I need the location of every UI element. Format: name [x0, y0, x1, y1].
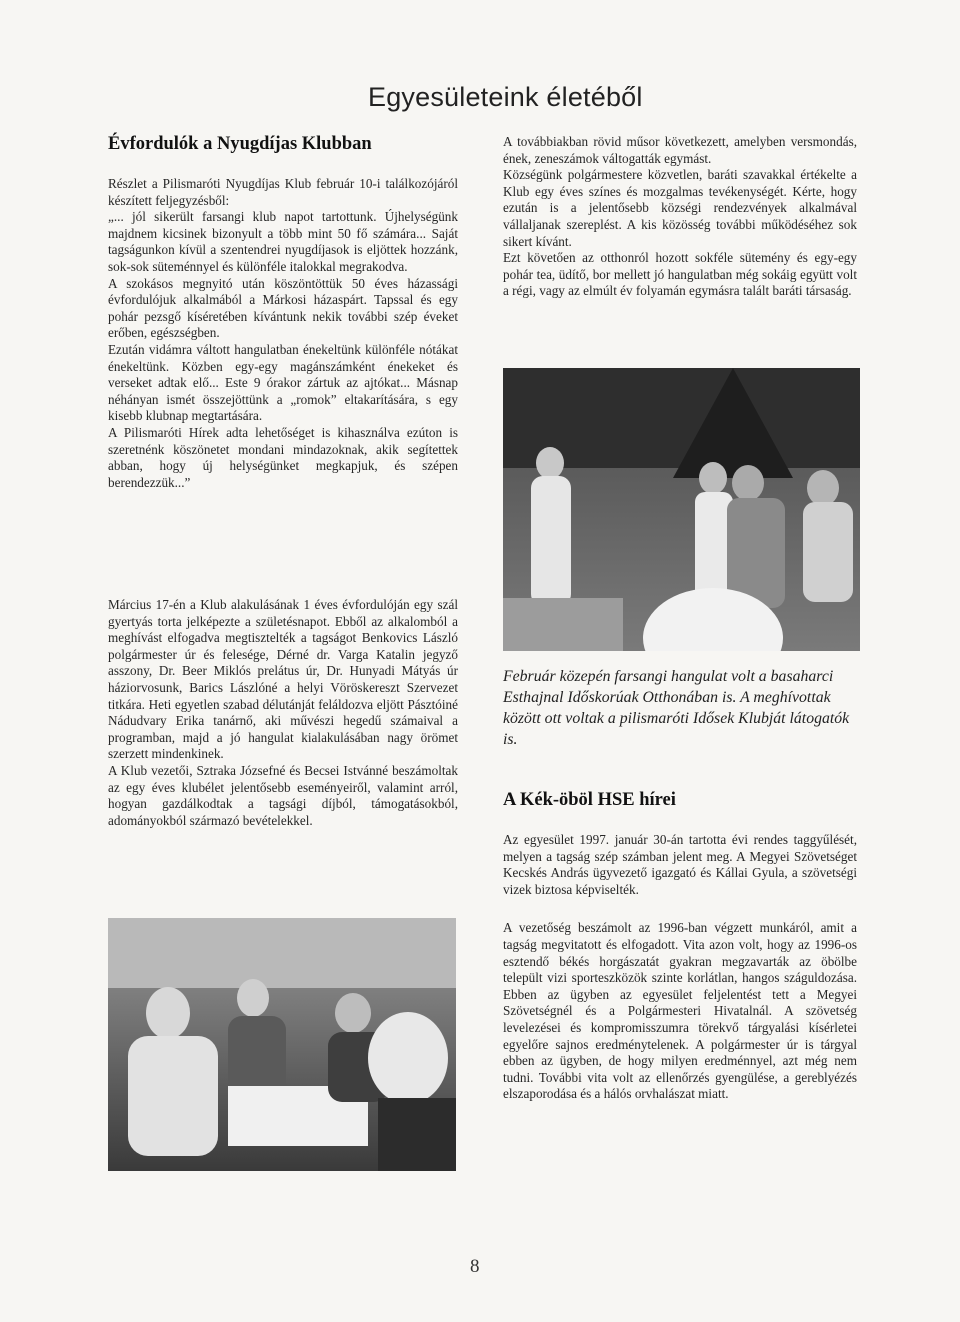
article-1-paragraph: A Klub vezetői, Sztraka Józsefné és Becsei Istvánné beszámoltak az egy éves klubélet jelentősebb eseményeiről, valamint arról, hogyan gazdálkodtak a tagsági díjból, támogatásokból, adományokból származó bevételekkel. [108, 762, 458, 828]
article-2 [503, 790, 857, 811]
article-2-paragraph: A vezetőség beszámolt az 1996-ban végzett munkáról, amit a tagság megvitatott és elfogadott. Vita azon volt, hogy az 1996-os esztendő békés horgászatát gyakran megzavarták az öbölbe települt vizi sporteszközök szinte korlátlan, hangos száguldozása. Ebben az ügyben az egyesület feljelentést tett a Megyei Szövetségnél és a Polgármesteri Hivatalnál. A szövetség levelezései és kompromisszumra törekvő tárgyalási kísérletei egyelőre sajnos eredménytelenek. A polgármester úr is tárgyal ebben az ügyben, de hogy milyen eredménnyel, azt még nem tudni. További vita volt az ellenőrzés gyengülése, a gereblyézés elszaporodása és a hálós orvhalászat miatt. [503, 920, 857, 1102]
article-1-paragraph: Március 17-én a Klub alakulásának 1 éves évfordulóján egy szál gyertyás torta jelképezte a születésnapot. Ebből az alkalomból a meghívást elfogadva megtisztelték a tagságot Benkovics László polgármester úr és felesége, Dérné dr. Varga Katalin jegyző asszony, Dr. Beer Miklós prelátus úr, Dr. Hunyadi Mátyás úr háziorvosunk, Barics Lászlóné a helyi Vöröskereszt Szervezet titkára. Heti egyetlen szabad délutánját feláldozva eljött Pásztóiné Nádudvary Erika tanárnő, aki művészi hegedű számaival a programban, majd a jó hangulat kialakulásában nagy örömet szerzett mindenkinek. [108, 597, 458, 762]
article-1-paragraph: „... jól sikerült farsangi klub napot tartottunk. Újhelységünk majdnem kicsinek bizonyult a több mint 50 fő számára... Saját tagságunkon kívül a szentendrei nyugdíjasok is eljöttek hozzánk, sok-sok süteménnyel és különféle italokkal megrakodva. [108, 209, 458, 274]
article-1-paragraph: A Pilismaróti Hírek adta lehetőséget is kihasználva ezúton is szeretnénk köszönetet mondani mindazoknak, akik segítettek abban, hogy új helységünket megkapjuk, és szépen berendezzük...” [108, 424, 458, 490]
continuation-paragraph: Ezt követően az otthonról hozott sokféle sütemény és egy-egy pohár tea, üdítő, bor mellett jó hangulatban még sokáig együtt volt a régi, vagy az elmúlt év folyamán egymásra talált baráti társaság. [503, 250, 857, 299]
article-1-paragraph: Részlet a Pilismaróti Nyugdíjas Klub február 10-i találkozójáról készített feljegyzésből: [108, 176, 458, 208]
article-1 [108, 134, 458, 155]
party-photo-right [503, 368, 860, 651]
article-1-paragraph: A szokásos megnyitó után köszöntöttük 50 éves házassági évfordulójuk alkalmából a Márkosi házaspárt. Tapssal és egy pohár pezsgő kíséretében kívántunk nekik további szép éveket erőben, egészségben. [108, 275, 458, 341]
photo-right-image [503, 368, 860, 651]
party-photo-left [108, 918, 456, 1171]
continuation-paragraph: A továbbiakban rövid műsor következett, amelyben versmondás, ének, zeneszámok váltogatták egymást. [503, 134, 857, 166]
article-1-body-continued [108, 597, 458, 829]
article-1-body [108, 176, 458, 491]
continuation-paragraph: Községünk polgármestere közvetlen, baráti szavakkal értékelte a Klub egy éves színes és mozgalmas tevékenységét. Kérte, hogy ezután is a jelentősebb községi rendezvények alkalmával vállaljanak szereplést. A kis közösség további működéséhez sok sikert kívánt. [503, 167, 857, 249]
article-1-paragraph: Ezután vidámra váltott hangulatban énekeltünk különféle nótákat énekeltünk. Közben egy-egy magánszámként énekeket és verseket adtak elő... Este 9 órakor zártuk az ajtókat... Másnap néhányan ismét összejöttünk a „romok” eltakarítására, s egy kisebb klubnap megtartására. [108, 341, 458, 424]
article-1-heading: Évfordulók a Nyugdíjas Klubban [108, 134, 372, 154]
article-1-continuation [503, 134, 857, 300]
photo-caption: Február közepén farsangi hangulat volt a basaharci Esthajnal Időskorúak Otthonában is. A meghívottak között ott voltak a pilismaróti Idősek Klubját látogatók is. [503, 668, 850, 748]
article-2-paragraph: Az egyesület 1997. január 30-án tartotta évi rendes taggyűlését, melyen a tagság szép számban jelent meg. A Megyei Szövetséget Kecskés András ügyvezető igazgató és Kállai Gyula, a szövetségi vizek biztosa képviselték. [503, 832, 857, 897]
section-header: Egyesületeink életéből [368, 82, 643, 112]
article-2-body [503, 832, 857, 1103]
page-number: 8 [470, 1256, 480, 1277]
article-2-heading: A Kék-öböl HSE hírei [503, 790, 676, 810]
photo-left-image [108, 918, 456, 1171]
